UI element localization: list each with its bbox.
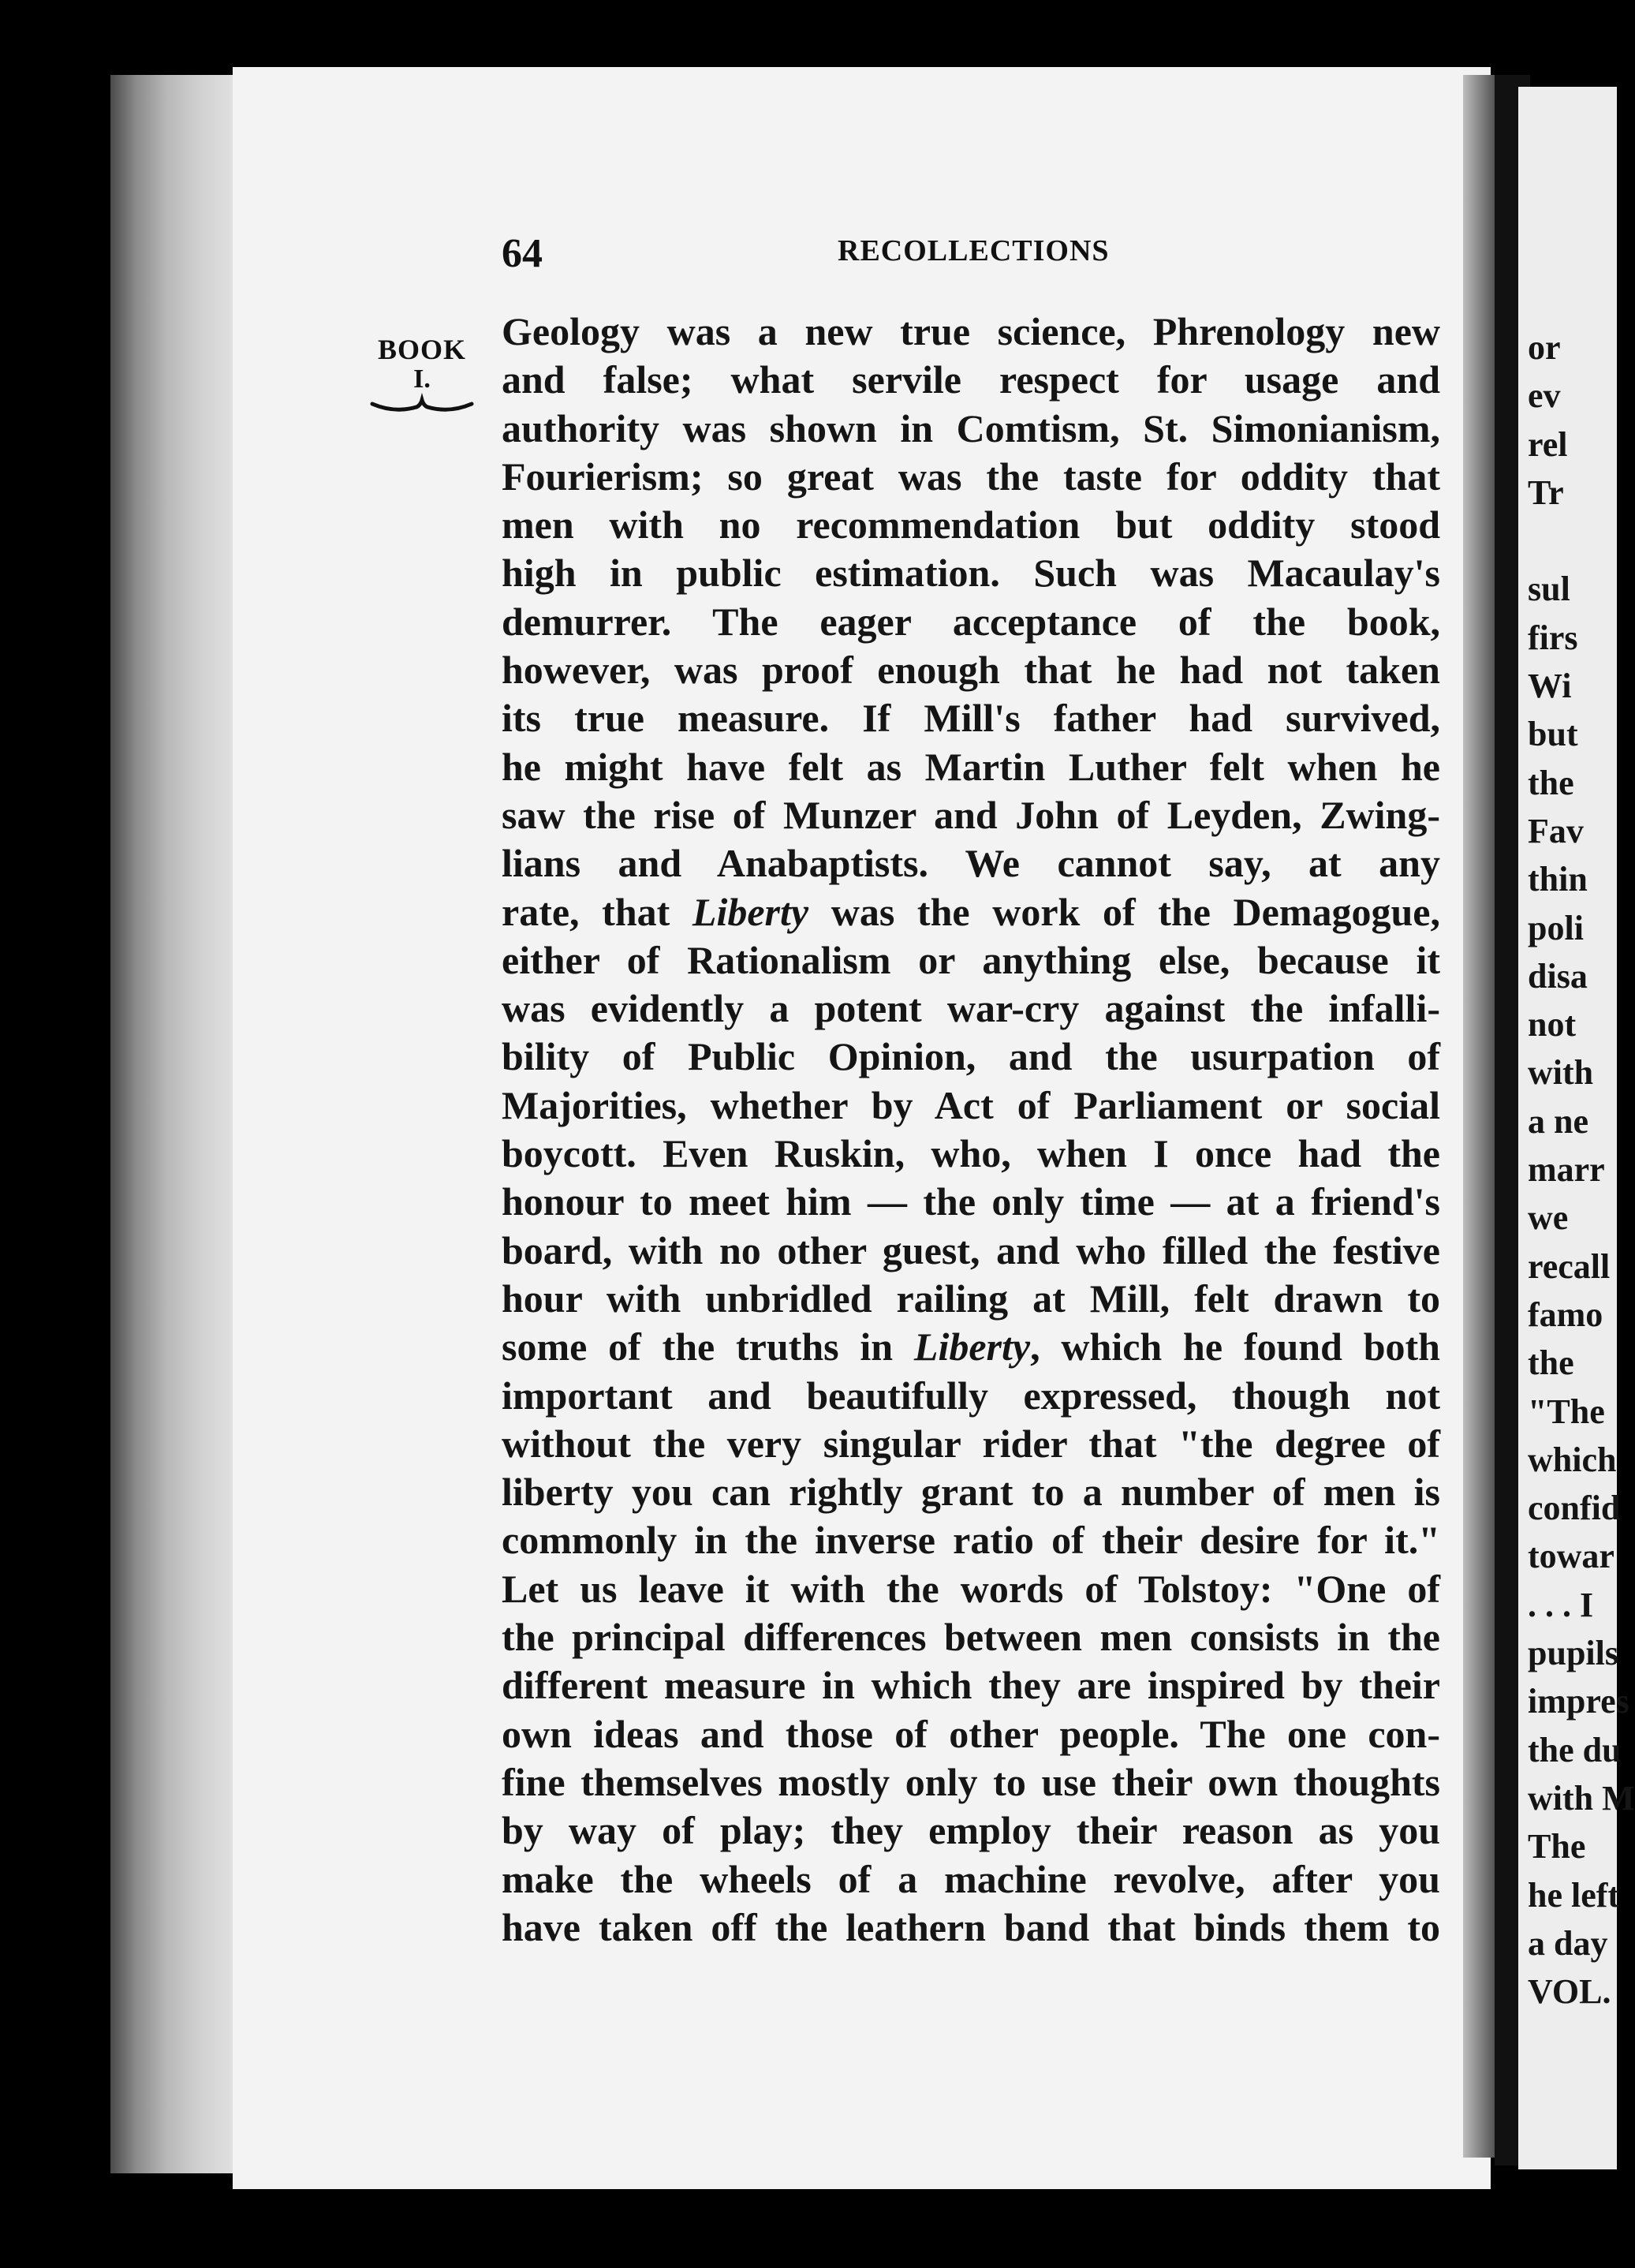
text-line: lians and Anabaptists. We cannot say, at any xyxy=(502,841,1440,886)
text-line: either of Rationalism or anything else, because it xyxy=(502,937,1440,982)
right-page-line: the xyxy=(1528,763,1574,802)
text-line: Fourierism; so great was the taste for oddity that xyxy=(502,454,1440,499)
text-line: its true measure. If Mill's father had survived, xyxy=(502,696,1440,741)
right-page-line: confid xyxy=(1528,1489,1621,1528)
right-page-line: ev xyxy=(1528,376,1561,416)
right-page-line: VOL. xyxy=(1528,1972,1611,2012)
right-page-line: we xyxy=(1528,1198,1569,1238)
text-line: Majorities, whether by Act of Parliament or social xyxy=(502,1082,1440,1127)
margin-note-book: BOOK xyxy=(377,334,467,365)
right-page-fragment xyxy=(1518,87,1635,2169)
text-line: rate, that Liberty was the work of the Demagogue, xyxy=(502,889,1440,934)
right-page-line: thin xyxy=(1528,860,1588,899)
body-text xyxy=(502,308,1440,1952)
text-line: Let us leave it with the words of Tolstoy: "One of xyxy=(502,1566,1440,1611)
brace-ornament-icon xyxy=(371,398,473,415)
text-line: board, with no other guest, and who filled the festive xyxy=(502,1227,1440,1272)
right-page-text xyxy=(1528,323,1635,2016)
right-page-line: sul xyxy=(1528,570,1570,609)
right-page-line: recall xyxy=(1528,1246,1611,1286)
text-line: boycott. Even Ruskin, who, when I once had the xyxy=(502,1131,1440,1176)
right-page-line: but xyxy=(1528,715,1578,754)
text-line: honour to meet him — the only time — at a friend's xyxy=(502,1179,1440,1224)
right-page-line: he left xyxy=(1528,1875,1620,1915)
text-line: he might have felt as Martin Luther felt when he xyxy=(502,744,1440,789)
right-page-line xyxy=(1528,517,1635,565)
right-page-line: rel xyxy=(1528,424,1568,464)
right-page-line: poli xyxy=(1528,908,1584,947)
text-line: commonly in the inverse ratio of their desire for it." xyxy=(502,1518,1440,1563)
book-spine xyxy=(110,75,237,2173)
text-line: own ideas and those of other people. The one con- xyxy=(502,1711,1440,1756)
text-line: and false; what servile respect for usage and xyxy=(502,357,1440,402)
right-page-line: towar xyxy=(1528,1537,1614,1576)
right-page-line: pupils xyxy=(1528,1634,1618,1673)
right-page-line: with xyxy=(1528,1053,1594,1093)
text-line: bility of Public Opinion, and the usurpation of xyxy=(502,1034,1440,1079)
right-page-line: famo xyxy=(1528,1295,1603,1334)
right-page-line: The xyxy=(1528,1827,1586,1866)
text-line: men with no recommendation but oddity stood xyxy=(502,503,1440,547)
text-line: have taken off the leathern band that binds them to xyxy=(502,1904,1440,1949)
text-line: by way of play; they employ their reason as you xyxy=(502,1808,1440,1853)
text-line: hour with unbridled railing at Mill, felt drawn to xyxy=(502,1276,1440,1321)
right-page-line: Fav xyxy=(1528,811,1584,850)
right-page-line: or xyxy=(1528,328,1561,367)
margin-note xyxy=(371,333,473,415)
text-line: some of the truths in Liberty, which he found both xyxy=(502,1325,1440,1369)
right-page-line: Wi xyxy=(1528,667,1572,706)
right-page-line: firs xyxy=(1528,618,1578,657)
right-page-line: "The xyxy=(1528,1392,1605,1431)
right-page-line: which xyxy=(1528,1440,1617,1479)
margin-note-number: I. xyxy=(413,364,431,394)
page-title: RECOLLECTIONS xyxy=(838,234,1110,267)
right-page-line: the xyxy=(1528,1343,1574,1383)
right-page-line: impres xyxy=(1528,1682,1629,1721)
text-line: different measure in which they are inspired by their xyxy=(502,1663,1440,1708)
right-page-line: marr xyxy=(1528,1150,1605,1190)
right-page-line: the du xyxy=(1528,1730,1622,1769)
text-line: important and beautifully expressed, though not xyxy=(502,1373,1440,1418)
text-line: the principal differences between men consists in the xyxy=(502,1615,1440,1660)
page-number: 64 xyxy=(502,231,543,276)
text-line: was evidently a potent war-cry against the infalli- xyxy=(502,986,1440,1031)
text-line: liberty you can rightly grant to a number of men is xyxy=(502,1470,1440,1515)
right-page-line: not xyxy=(1528,1005,1577,1044)
text-line: however, was proof enough that he had not taken xyxy=(502,648,1440,693)
text-line: Geology was a new true science, Phrenology new xyxy=(502,309,1440,353)
right-page-line: Tr xyxy=(1528,473,1564,512)
text-line: saw the rise of Munzer and John of Leyden, Zwing- xyxy=(502,792,1440,837)
text-line: fine themselves mostly only to use their own thoughts xyxy=(502,1759,1440,1804)
right-page-line: disa xyxy=(1528,956,1588,996)
text-line: authority was shown in Comtism, St. Simonianism, xyxy=(502,405,1440,450)
text-line: high in public estimation. Such was Macaulay's xyxy=(502,551,1440,596)
text-line: demurrer. The eager acceptance of the book, xyxy=(502,599,1440,644)
text-line: make the wheels of a machine revolve, after you xyxy=(502,1856,1440,1901)
right-page-line: a ne xyxy=(1528,1101,1588,1141)
right-page-line: . . . I xyxy=(1528,1585,1594,1624)
right-page-line: a day xyxy=(1528,1923,1608,1963)
right-page-line: with M xyxy=(1528,1778,1635,1818)
text-line: without the very singular rider that "the degree of xyxy=(502,1421,1440,1466)
